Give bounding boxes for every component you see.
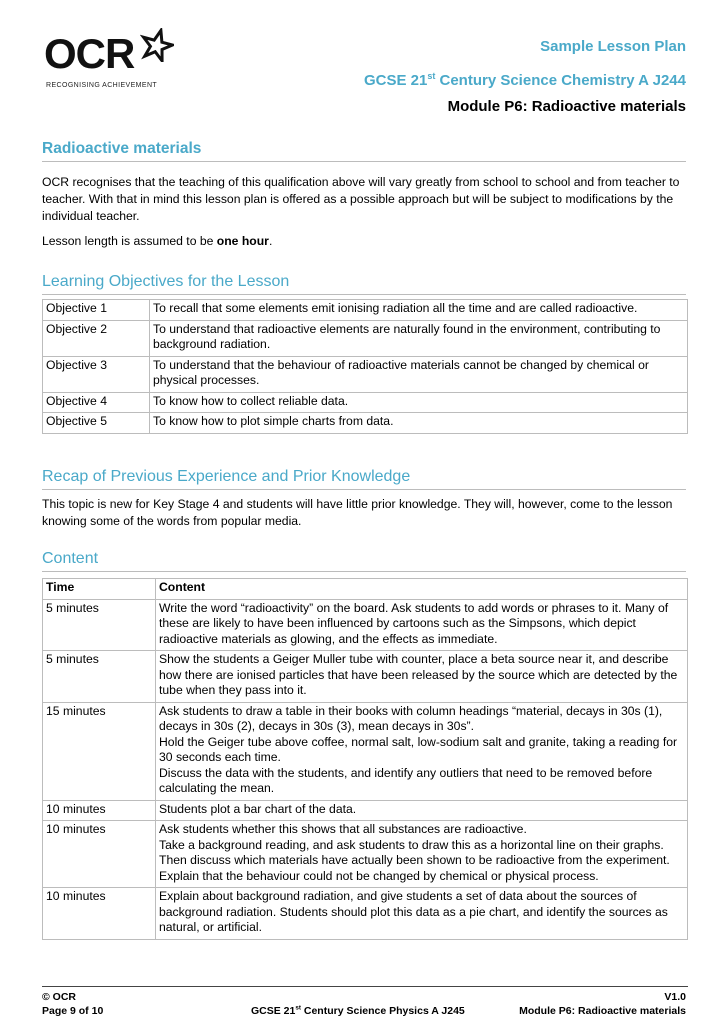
content-row xyxy=(43,651,688,703)
content-description xyxy=(156,800,688,821)
section-heading-objectives: Learning Objectives for the Lesson xyxy=(42,273,686,295)
content-time: 10 minutes xyxy=(43,888,156,940)
recap-paragraph: This topic is new for Key Stage 4 and students will have little prior knowledge. They will, however, come to the lesson knowing some of the words from popular media. xyxy=(42,497,673,528)
footer-course-prefix: GCSE 21 xyxy=(251,1005,296,1017)
objective-text: To know how to plot simple charts from data. xyxy=(150,413,688,434)
length-value: one hour xyxy=(216,234,269,248)
footer-course xyxy=(251,1005,465,1017)
header-title: Sample Lesson Plan xyxy=(540,38,686,55)
objective-text: To understand that radioactive elements are naturally found in the environment, contributing to background radiation. xyxy=(150,320,688,356)
footer-course-suffix: Century Science Physics A J245 xyxy=(300,1005,465,1017)
course-prefix: GCSE 21 xyxy=(363,72,428,89)
content-row xyxy=(43,800,688,821)
content-line: Discuss the data with the students, and identify any outliers that need to be removed before calculating the mean. xyxy=(159,765,653,795)
objective-label: Objective 4 xyxy=(43,392,150,413)
content-line: Ask students whether this shows that all substances are radioactive. xyxy=(159,822,527,836)
objective-row xyxy=(43,320,688,356)
content-line: Write the word “radioactivity” on the board. Ask students to add words or phrases to it. Many of these are likely to have been influenced by cartoons such as the Simpsons, which depict radioactive materials as glowing, and the effects as immediate. xyxy=(159,600,669,646)
content-time: 10 minutes xyxy=(43,821,156,888)
content-time: 10 minutes xyxy=(43,800,156,821)
col-header-content: Content xyxy=(159,580,206,594)
objective-label: Objective 3 xyxy=(43,356,150,392)
content-line: Ask students to draw a table in their books with column headings “material, decays in 30s (1), decays in 30s (2), decays in 30s (3), mean decays in 30s”. xyxy=(159,703,663,733)
course-suffix: Century Science Chemistry A J244 xyxy=(435,72,686,89)
header-course xyxy=(364,72,686,89)
objective-text: To know how to collect reliable data. xyxy=(150,392,688,413)
content-row xyxy=(43,821,688,888)
logo-wordmark: OCR xyxy=(44,30,135,77)
ocr-logo xyxy=(44,30,194,94)
content-row xyxy=(43,599,688,651)
content-description xyxy=(156,888,688,940)
objective-label: Objective 2 xyxy=(43,320,150,356)
objective-row xyxy=(43,392,688,413)
objective-text: To understand that the behaviour of radioactive materials cannot be changed by chemical or physical processes. xyxy=(150,356,688,392)
content-line: Hold the Geiger tube above coffee, normal salt, low-sodium salt and granite, taking a reading for 30 seconds each time. xyxy=(159,734,678,764)
content-description xyxy=(156,702,688,800)
objective-row xyxy=(43,413,688,434)
objective-row xyxy=(43,356,688,392)
footer-version: V1.0 xyxy=(664,991,686,1003)
content-table xyxy=(42,578,688,940)
content-time: 5 minutes xyxy=(43,651,156,703)
footer-rule xyxy=(42,986,688,987)
content-time: 15 minutes xyxy=(43,702,156,800)
header-module: Module P6: Radioactive materials xyxy=(447,98,686,115)
content-header-row xyxy=(43,579,688,600)
objectives-table xyxy=(42,299,688,434)
content-description xyxy=(156,651,688,703)
objective-text: To recall that some elements emit ionising radiation all the time and are called radioactive. xyxy=(153,301,638,315)
content-line: Students plot a bar chart of the data. xyxy=(159,801,357,816)
content-description xyxy=(156,821,688,888)
content-description xyxy=(156,599,688,651)
section-heading-content: Content xyxy=(42,550,686,572)
content-row xyxy=(43,888,688,940)
section-heading-radioactive: Radioactive materials xyxy=(42,140,686,162)
length-prefix: Lesson length is assumed to be xyxy=(42,234,217,248)
footer-copyright: © OCR xyxy=(42,991,76,1003)
length-suffix: . xyxy=(268,234,273,248)
objective-row xyxy=(43,300,688,321)
course-sup: st xyxy=(427,71,436,81)
logo-tagline: RECOGNISING ACHIEVEMENT xyxy=(46,82,158,89)
footer-course-sup: st xyxy=(295,1004,301,1012)
content-line: Take a background reading, and ask students to draw this as a horizontal line on their graphs. Then discuss which materials have actually been shown to be radioactive from the experiment. xyxy=(159,837,670,867)
content-line: Explain that the behaviour could not be changed by chemical or physical process. xyxy=(159,868,599,883)
lesson-length xyxy=(42,233,688,250)
star-icon xyxy=(140,28,174,62)
intro-paragraph: OCR recognises that the teaching of this qualification above will vary greatly from school to school and from teacher to teacher. With that in mind this lesson plan is offered as a possible approach but will be subject to modifications by the individual teacher. xyxy=(42,175,680,223)
footer-page-number: Page 9 of 10 xyxy=(42,1005,104,1017)
objective-label: Objective 5 xyxy=(43,413,150,434)
content-time: 5 minutes xyxy=(43,599,156,651)
section-heading-recap: Recap of Previous Experience and Prior Knowledge xyxy=(42,468,686,490)
footer-module: Module P6: Radioactive materials xyxy=(519,1005,686,1017)
content-line: Show the students a Geiger Muller tube with counter, place a beta source near it, and describe how there are ionised particles that have been released by the source which are detected by the tube when they pass into it. xyxy=(159,652,678,697)
content-row xyxy=(43,702,688,800)
objective-label: Objective 1 xyxy=(43,300,150,321)
content-line: Explain about background radiation, and give students a set of data about the sources of background radiation. Students should plot this data as a pie chart, and identify the sources as natural, or artificial. xyxy=(159,889,668,934)
col-header-time: Time xyxy=(43,579,156,600)
